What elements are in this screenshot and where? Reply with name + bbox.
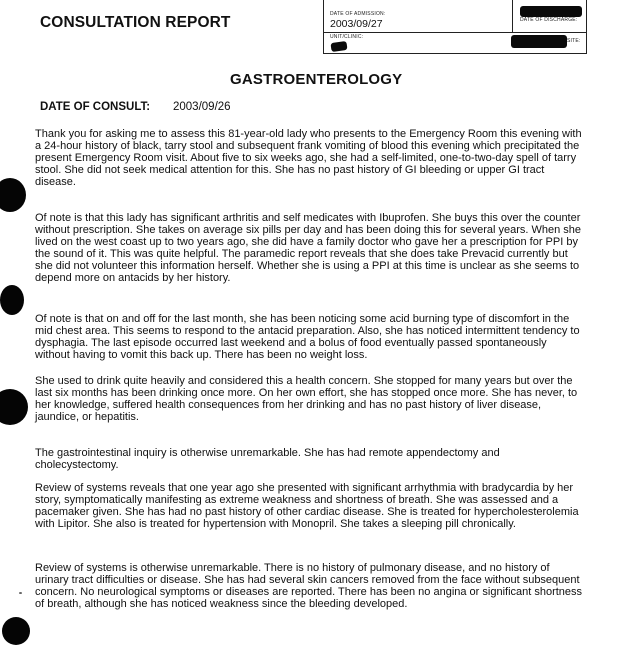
section-title: GASTROENTEROLOGY	[230, 71, 403, 88]
admission-date-label: DATE OF ADMISSION:	[330, 11, 386, 17]
punch-hole-1	[0, 178, 26, 212]
report-title: CONSULTATION REPORT	[40, 14, 231, 31]
scan-speck	[19, 592, 22, 594]
consult-date-value: 2003/09/26	[173, 101, 231, 113]
paragraph-alcohol-history: She used to drink quite heavily and considered this a health concern. She stopped for many years but over the last six months has been drinking once more. On her own effort, she has stopped once more. She has never, to her knowledge, suffered health consequences from her drinking and has no past history of liver disease, jaundice, or hepatitis.	[35, 375, 578, 424]
punch-hole-4	[2, 617, 30, 645]
paragraph-review-of-systems-other: Review of systems is otherwise unremarkable. There is no history of pulmonary disease, and no history of urinary tract difficulties or disease. She has had several skin cancers removed from the face without subsequent concern. No neurological symptoms or diseases are reported. There has been no angina or significant shortness of breath, although she has noticed weakness since the bleeding developed.	[35, 562, 583, 611]
punch-hole-2	[0, 285, 24, 315]
site-label: SITE:	[567, 38, 581, 44]
redaction-mark-discharge	[520, 6, 582, 17]
punch-hole-3	[0, 389, 28, 425]
paragraph-reflux-dysphagia: Of note is that on and off for the last month, she has been noticing some acid burning type of discomfort in the mid chest area. This seems to respond to the antacid preparation. Also, she has noticed intermittent tendency to dysphagia. The last episode occurred last weekend and a bolus of food eventually passed spontaneously without having to vomit this back up. There has been no weight loss.	[35, 313, 580, 362]
paragraph-gi-inquiry: The gastrointestinal inquiry is otherwise unremarkable. She has had remote appendectomy and cholecystectomy.	[35, 447, 500, 472]
consult-date-line	[40, 101, 231, 113]
admission-date: 2003/09/27	[330, 18, 383, 30]
discharge-date-label: DATE OF DISCHARGE:	[520, 17, 578, 23]
redaction-mark-site	[511, 35, 567, 48]
paragraph-presenting-complaint: Thank you for asking me to assess this 81-year-old lady who presents to the Emergency Room this evening with a 24-hour history of black, tarry stool and subsequent frank vomiting of blood this evening which precipitated the present Emergency Room visit. About five to six weeks ago, she had a self-limited, one-to-two-day spell of tarry stool. She did not seek medical attention for this. She has no past history of GI bleeding or upper GI tract disease.	[35, 128, 582, 189]
paragraph-medication-history: Of note is that this lady has significant arthritis and self medicates with Ibuprofen. She buys this over the counter without prescription. She takes on average six pills per day and has been doing this for several years. When she lived on the west coast up to two years ago, she did have a family doctor who gave her a prescription for PPI by the sound of it. This was quite helpful. The paramedic report reveals that she does take Prevacid currently but she did not volunteer this information herself. Whether she is using a PPI at this time is unclear as she seems to depend more on antacids by her history.	[35, 212, 582, 285]
consult-date-label: DATE OF CONSULT:	[40, 101, 151, 113]
paragraph-review-of-systems-cardiac: Review of systems reveals that one year ago she presented with significant arrhythmia with bradycardia by her story, symptomatically manifesting as extreme weakness and shortness of breath. She was assessed and a pacemaker given. She has had no past history of other cardiac disease. She is treated for hypercholesterolemia with Lipitor. She also is treated for hypertension with Monopril. She takes a sleeping pill chronically.	[35, 482, 579, 531]
unit-clinic-label: UNIT/CLINIC:	[330, 34, 364, 40]
info-box-divider	[512, 0, 513, 32]
